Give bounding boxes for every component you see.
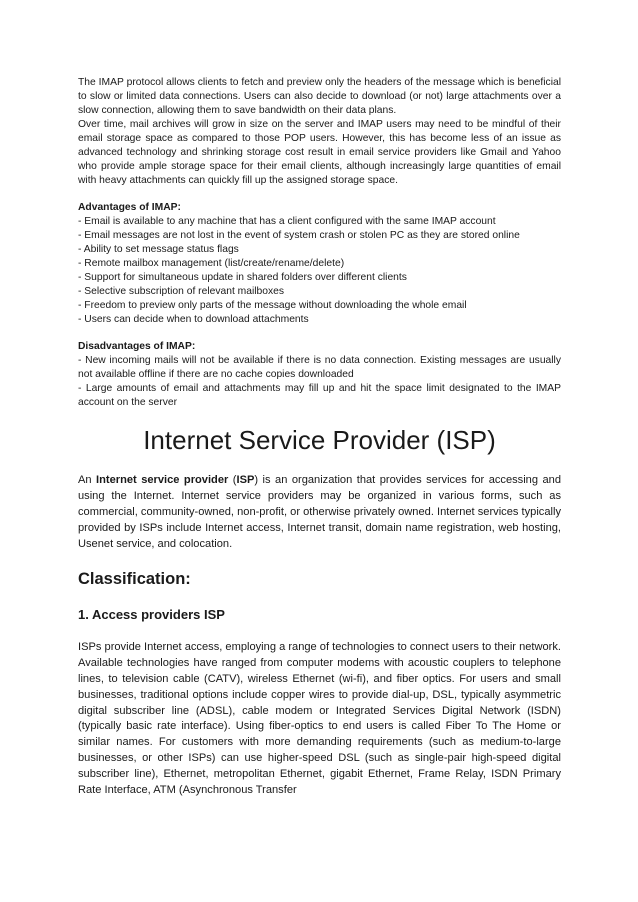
list-item: - Email is available to any machine that has a client configured with the same IMAP account (78, 216, 496, 227)
list-item: - Support for simultaneous update in shared folders over different clients (78, 272, 407, 283)
intro-term: Internet service provider (96, 474, 229, 487)
classification-heading: Classification: (78, 570, 191, 589)
list-item: - Users can decide when to download attachments (78, 314, 309, 325)
imap-paragraph-1: The IMAP protocol allows clients to fetch and preview only the headers of the message which is beneficial to slow or limited data connections. Users can also decide to download (or not) large attachments over a slow connection, allowing them to save bandwidth on their data plans. (78, 77, 561, 116)
list-item: - Ability to set message status flags (78, 244, 239, 255)
intro-abbr: ISP (236, 474, 255, 487)
list-item: - Remote mailbox management (list/create/rename/delete) (78, 258, 345, 269)
intro-text: An (78, 474, 97, 487)
section-title: Internet Service Provider (ISP) (143, 425, 496, 455)
access-providers-paragraph: ISPs provide Internet access, employing a range of technologies to connect users to their network. Available technologies have ranged from computer modems with acoustic couplers to telephone lines, to television cable (CATV), wireless Ethernet (wi-fi), and fiber optics. For users and small businesses, traditional options include copper wires to provide dial-up, DSL, typically asymmetric digital subscriber line (ADSL), cable modem or Integrated Services Digital Network (ISDN) (typically basic rate interface). Using fiber-optics to end users is called Fiber To The Home or similar names. For customers with more demanding requirements (such as medium-to-large businesses, or other ISPs) can use higher-speed DSL (such as single-pair high-speed digital subscriber line), Ethernet, metropolitan Ethernet, gigabit Ethernet, Frame Relay, ISDN Primary Rate Interface, ATM (Asynchronous Transfer (78, 641, 561, 796)
advantages-heading: Advantages of IMAP: (78, 202, 181, 213)
list-item: - Freedom to preview only parts of the message without downloading the whole email (78, 300, 467, 311)
list-item: - Email messages are not lost in the event of system crash or stolen PC as they are stored online (78, 230, 520, 241)
isp-intro-paragraph (78, 473, 561, 552)
disadvantages-heading: Disadvantages of IMAP: (78, 341, 196, 352)
access-providers-heading: 1. Access providers ISP (78, 607, 225, 623)
disadvantage-item: - New incoming mails will not be available if there is no data connection. Existing messages are usually not available offline if there are no cache copies downloaded (78, 355, 561, 380)
intro-text: ) is an organization that provides services for accessing and using the Internet. Internet service providers may be organized in various forms, such as commercial, community-owned, non-profit, or otherwise privately owned. Internet services typically provided by ISPs include Internet access, Internet transit, domain name registration, web hosting, Usenet service, and colocation. (78, 474, 562, 550)
list-item: - Selective subscription of relevant mailboxes (78, 286, 285, 297)
imap-paragraph-2: Over time, mail archives will grow in size on the server and IMAP users may need to be mindful of their email storage space as compared to those POP users. However, this has become less of an issue as advanced technology and shrinking storage cost result in email service providers like Gmail and Yahoo who provide ample storage space for their email clients, although increasingly large quantities of email with heavy attachments can quickly fill up the assigned storage space. (78, 119, 561, 186)
intro-text: ( (228, 474, 237, 487)
disadvantage-item: - Large amounts of email and attachments may fill up and hit the space limit designated to the IMAP account on the server (78, 383, 561, 408)
advantages-list (78, 215, 561, 327)
